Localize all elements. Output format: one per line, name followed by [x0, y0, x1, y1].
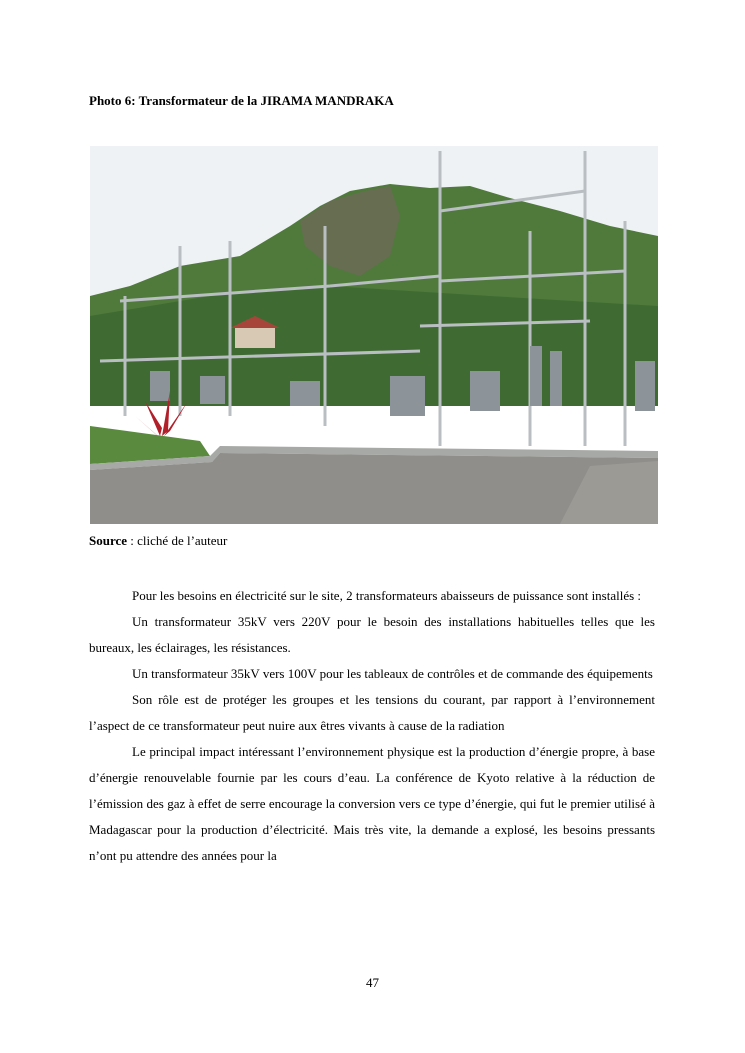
photo-source: [89, 533, 227, 549]
source-text: : cliché de l’auteur: [127, 533, 228, 548]
paragraph: Pour les besoins en électricité sur le site, 2 transformateurs abaisseurs de puissance sont installés :: [132, 588, 642, 603]
house: [235, 326, 275, 348]
paragraph: Le principal impact intéressant l’environnement physique est la production d’énergie propre, à base d’énergie renouvelable fournie par les cours d’eau. La conférence de Kyoto relative à la réduction de l’émission des gaz à effet de serre encourage la conversion vers ce type d’énergie, qui fut le premier utilisé à Madagascar pour la production d’électricité. Mais très vite, la demande a explosé, les besoins pressants n’ont pu attendre des années pour la: [89, 744, 655, 863]
paragraph: Son rôle est de protéger les groupes et les tensions du courant, par rapport à l’environnement l’aspect de ce transformateur peut nuire aux êtres vivants à cause de la radiation: [89, 692, 655, 733]
page-number: 47: [366, 975, 379, 990]
substation-photo: [90, 146, 658, 524]
source-label: Source: [89, 533, 128, 548]
paragraph: Un transformateur 35kV vers 100V pour les tableaux de contrôles et de commande des équipements: [132, 666, 653, 681]
photo-caption: Photo 6: Transformateur de la JIRAMA MANDRAKA: [89, 93, 394, 108]
paragraph: Un transformateur 35kV vers 220V pour le besoin des installations habituelles telles que les bureaux, les éclairages, les résistances.: [89, 614, 655, 655]
body-text: [89, 583, 655, 869]
